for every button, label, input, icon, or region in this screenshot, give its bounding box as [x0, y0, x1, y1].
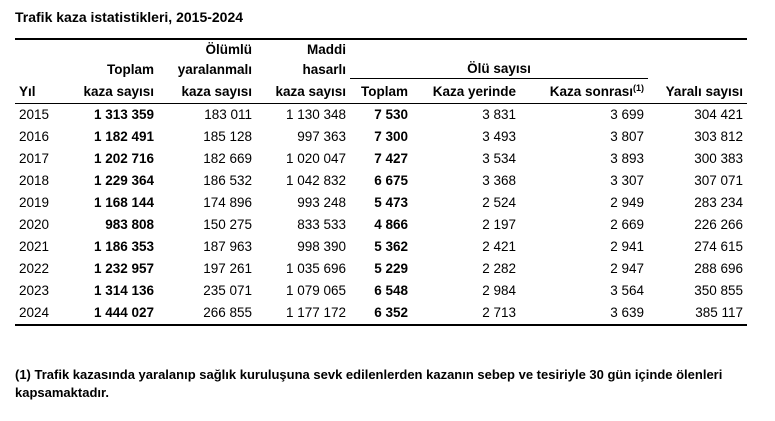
table-row [15, 214, 747, 236]
cell-yarali: 283 234 [694, 195, 743, 210]
cell-olu-toplam: 6 675 [374, 173, 408, 188]
cell-yarali: 303 812 [694, 129, 743, 144]
cell-maddi: 1 020 047 [285, 151, 346, 166]
cell-maddi: 833 533 [297, 217, 346, 232]
cell-toplam: 1 202 716 [93, 151, 154, 166]
cell-toplam: 1 229 364 [93, 173, 154, 188]
cell-olumlu: 197 261 [203, 261, 252, 276]
cell-yil: 2020 [19, 217, 50, 232]
cell-olumlu: 235 071 [203, 283, 252, 298]
footnote-marker: (1) [633, 83, 644, 93]
cell-maddi: 1 079 065 [285, 283, 346, 298]
cell-olu-toplam: 5 229 [374, 261, 408, 276]
cell-olumlu: 266 855 [158, 302, 256, 325]
cell-toplam: 1 314 136 [93, 283, 154, 298]
cell-yerinde: 2 524 [482, 195, 516, 210]
header-olumlu-line3: kaza sayısı [158, 79, 256, 104]
cell-maddi: 997 363 [297, 129, 346, 144]
header-yil: Yıl [15, 79, 63, 104]
cell-sonrasi: 3 699 [610, 107, 644, 122]
cell-sonrasi: 3 307 [610, 173, 644, 188]
cell-olu-toplam: 7 530 [374, 107, 408, 122]
cell-yerinde: 3 493 [482, 129, 516, 144]
cell-olumlu: 182 669 [203, 151, 252, 166]
cell-yerinde: 2 421 [482, 239, 516, 254]
cell-yarali: 300 383 [694, 151, 743, 166]
cell-yil: 2016 [19, 129, 50, 144]
cell-yil: 2019 [19, 195, 50, 210]
header-maddi-line1: Maddi [307, 42, 346, 57]
cell-yil: 2017 [19, 151, 50, 166]
cell-yarali: 288 696 [694, 261, 743, 276]
table-row [15, 280, 747, 302]
cell-olu-toplam: 6 548 [374, 283, 408, 298]
header-olumlu-line2: yaralanmalı [177, 61, 252, 77]
header-kaza-yerinde: Kaza yerinde [412, 79, 520, 104]
cell-sonrasi: 2 947 [610, 261, 644, 276]
cell-toplam: 1 232 957 [93, 261, 154, 276]
cell-yarali: 226 266 [694, 217, 743, 232]
cell-olumlu: 187 963 [203, 239, 252, 254]
table-row [15, 148, 747, 170]
cell-yil: 2022 [19, 261, 50, 276]
cell-yarali: 350 855 [694, 283, 743, 298]
cell-olu-toplam: 7 300 [374, 129, 408, 144]
cell-toplam: 1 444 027 [63, 302, 158, 325]
table-row [15, 104, 747, 127]
header-kaza-sonrasi-label: Kaza sonrası [549, 84, 633, 99]
cell-yerinde: 3 368 [482, 173, 516, 188]
cell-maddi: 1 042 832 [285, 173, 346, 188]
cell-yarali: 385 117 [648, 302, 747, 325]
cell-maddi: 998 390 [297, 239, 346, 254]
cell-sonrasi: 2 941 [610, 239, 644, 254]
cell-sonrasi: 3 564 [610, 283, 644, 298]
cell-maddi: 1 130 348 [285, 107, 346, 122]
cell-yil: 2023 [19, 283, 50, 298]
cell-olumlu: 150 275 [203, 217, 252, 232]
table-row [15, 258, 747, 280]
cell-olumlu: 183 011 [204, 107, 252, 122]
cell-toplam: 1 182 491 [93, 129, 154, 144]
cell-yil: 2024 [15, 302, 63, 325]
header-maddi-line2: hasarlı [302, 61, 346, 77]
table-row [15, 192, 747, 214]
accident-statistics-table [15, 38, 747, 326]
header-maddi-line3: kaza sayısı [256, 79, 350, 104]
header-olu-sayisi: Ölü sayısı [350, 59, 648, 79]
cell-sonrasi: 2 949 [610, 195, 644, 210]
cell-olu-toplam: 5 473 [374, 195, 408, 210]
cell-yerinde: 3 534 [482, 151, 516, 166]
cell-yil: 2018 [19, 173, 50, 188]
cell-toplam: 1 186 353 [93, 239, 154, 254]
header-olu-toplam: Toplam [350, 79, 412, 104]
cell-toplam: 983 808 [105, 217, 154, 232]
cell-olumlu: 185 128 [203, 129, 252, 144]
cell-maddi: 1 035 696 [285, 261, 346, 276]
header-toplam-kaza-line2: kaza sayısı [63, 79, 158, 104]
cell-yarali: 274 615 [694, 239, 743, 254]
cell-yerinde: 2 984 [482, 283, 516, 298]
cell-yerinde: 3 831 [482, 107, 516, 122]
footnote: (1) Trafik kazasında yaralanıp sağlık kuruluşuna sevk edilenlerden kazanın sebep ve tesiriyle 30 gün içinde ölenleri kapsamaktadır. [15, 367, 723, 400]
cell-olumlu: 186 532 [203, 173, 252, 188]
cell-olu-toplam: 4 866 [374, 217, 408, 232]
cell-sonrasi: 2 669 [610, 217, 644, 232]
cell-toplam: 1 168 144 [93, 195, 154, 210]
table-row [15, 302, 747, 325]
header-kaza-sonrasi [520, 79, 648, 104]
cell-yerinde: 2 282 [482, 261, 516, 276]
table-row [15, 170, 747, 192]
cell-maddi: 993 248 [297, 195, 346, 210]
cell-yil: 2015 [19, 107, 50, 122]
cell-sonrasi: 3 639 [520, 302, 648, 325]
cell-yerinde: 2 197 [482, 217, 516, 232]
table-row [15, 236, 747, 258]
cell-olu-toplam: 5 362 [374, 239, 408, 254]
cell-maddi: 1 177 172 [256, 302, 350, 325]
cell-yerinde: 2 713 [412, 302, 520, 325]
cell-sonrasi: 3 893 [610, 151, 644, 166]
cell-yarali: 304 421 [694, 107, 743, 122]
cell-olu-toplam: 7 427 [374, 151, 408, 166]
header-toplam-kaza-line1: Toplam [107, 61, 154, 77]
page-title: Trafik kaza istatistikleri, 2015-2024 [15, 9, 244, 25]
cell-toplam: 1 313 359 [93, 107, 154, 122]
cell-olumlu: 174 896 [203, 195, 252, 210]
table-body [15, 104, 747, 326]
header-olumlu-line1: Ölümlü [205, 42, 252, 57]
cell-sonrasi: 3 807 [610, 129, 644, 144]
table-row [15, 126, 747, 148]
cell-yarali: 307 071 [694, 173, 743, 188]
cell-yil: 2021 [19, 239, 50, 254]
cell-olu-toplam: 6 352 [350, 302, 412, 325]
header-yarali: Yaralı sayısı [648, 79, 747, 104]
